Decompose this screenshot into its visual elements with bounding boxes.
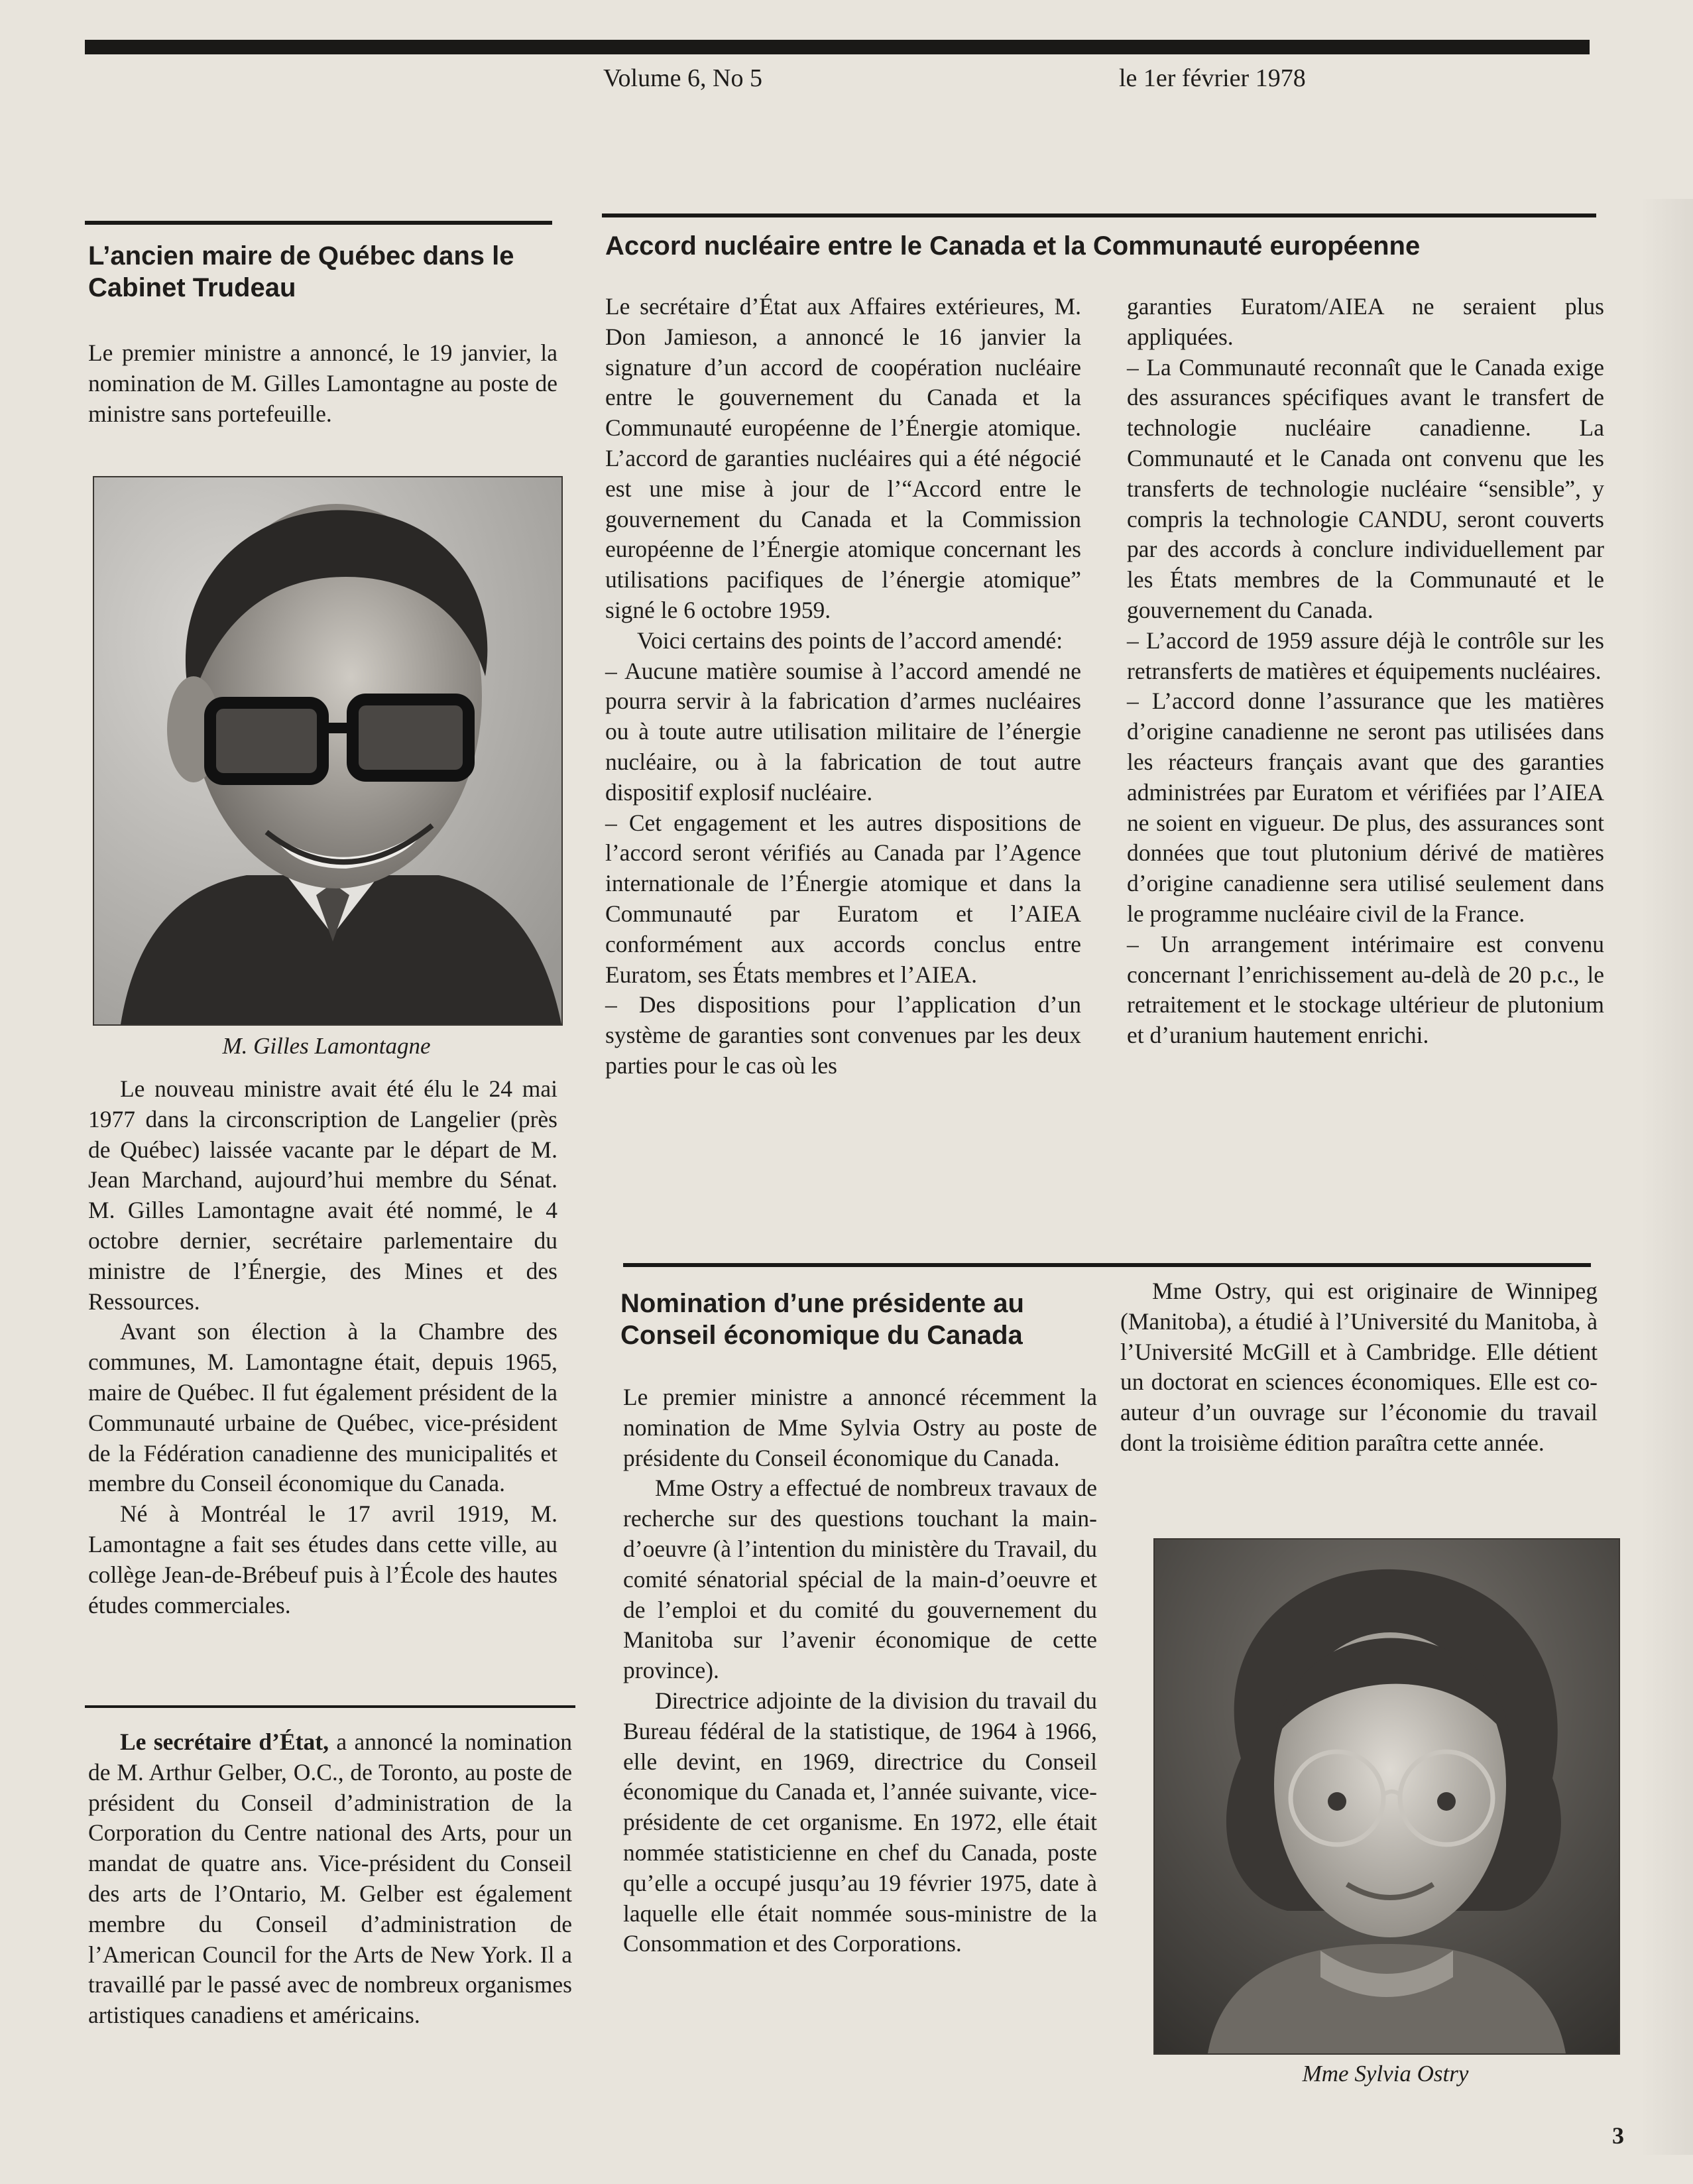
article3-col2-paragraph: Mme Ostry, qui est originaire de Winnipeg (Manitoba), a étudié à l’Université du Manitoba, à l’Université McGill et à Cambridge. Elle détient un doctorat en sciences économiques. Elle est co-auteur d’un ouvrage sur l’économie du travail dont la troisième édition paraîtra cette année. (1120, 1278, 1598, 1456)
article2-col1-paragraph: – Aucune matière soumise à l’accord amendé ne pourra servir à la fabrication d’armes nucléaires ou à toute autre utilisation militaire de l’énergie nucléaire, ou à la fabrication de tout autre dispositif explosif nucléaire. (605, 657, 1081, 806)
page-edge-shadow (1640, 199, 1693, 2155)
article2-col1-paragraph: – Cet engagement et les autres dispositions de l’accord seront vérifiés au Canada par l’Agence internationale de l’Énergie atomique et dans la Communauté par Euratom et l’AIEA conformément aux accords conclus entre Euratom, ses États membres et l’AIEA. (605, 809, 1081, 988)
photo-caption-ostry: Mme Sylvia Ostry (1302, 2061, 1469, 2087)
article2-col2-paragraph: – La Communauté reconnaît que le Canada exige des assurances spécifiques avant le transfert de technologie nucléaire canadienne. La Communauté et le Canada ont convenu que les transferts de technologie nucléaire “sensible”, y compris la technologie CANDU, seront couverts par des accords à conclure individuellement par les États membres de la Communauté et le gouvernement du Canada. (1127, 353, 1604, 623)
photo-sylvia-ostry (1153, 1538, 1620, 2055)
page-number: 3 (1612, 2122, 1624, 2149)
article3-col1 (623, 1382, 1097, 1959)
brief-top-rule (85, 1705, 575, 1708)
article2-col2 (1127, 292, 1604, 1051)
article1-paragraph: Né à Montréal le 17 avril 1919, M. Lamontagne a fait ses études dans cette ville, au collège Jean-de-Brébeuf puis à l’École des hautes études commerciales. (88, 1500, 557, 1618)
issue-date: le 1er février 1978 (1119, 64, 1306, 92)
portrait-man-with-glasses (94, 477, 561, 1024)
article3-col1-paragraph: Mme Ostry a effectué de nombreux travaux de recherche sur des questions touchant la main-d’oeuvre (à l’intention du ministère du Travail, du comité sénatorial spécial de la main-d’oeuvre et de l’emploi et du comité du gouvernement du Manitoba sur l’avenir économique de cette province). (623, 1475, 1097, 1684)
article1-body (88, 1074, 557, 1620)
brief-gelber (88, 1727, 572, 2031)
article2-col1-paragraph: – Des dispositions pour l’application d’un système de garanties sont convenues par les deux parties pour le cas où les (605, 991, 1081, 1079)
brief-text: a annoncé la nomination de M. Arthur Gelber, O.C., de Toronto, au poste de président du Conseil d’administration de la Corporation du Centre national des Arts, pour un mandat de quatre ans. Vice-président du Conseil des arts de l’Ontario, M. Gelber est également membre du Conseil d’administration de l’American Council for the Arts de New York. Il a travaillé par le passé avec de nombreux organismes artistiques canadiens et américains. (88, 1729, 572, 2029)
photo-caption-lamontagne: M. Gilles Lamontagne (222, 1033, 431, 1059)
article1-title: L’ancien maire de Québec dans le Cabinet Trudeau (88, 241, 514, 302)
article2-col1 (605, 292, 1081, 1081)
article1-paragraph: Le nouveau ministre avait été élu le 24 mai 1977 dans la circonscription de Langelier (près de Québec) laissée vacante par le départ de M. Jean Marchand, aujourd’hui membre du Sénat. M. Gilles Lamontagne avait été nommé, le 4 octobre dernier, secrétaire parlementaire du ministre de l’Énergie, des Mines et des Ressources. (88, 1075, 557, 1315)
article1-intro-paragraph: Le premier ministre a annoncé, le 19 janvier, la nomination de M. Gilles Lamontagne au poste de ministre sans portefeuille. (88, 339, 557, 427)
article2-col1-paragraph: Le secrétaire d’État aux Affaires extérieures, M. Don Jamieson, a annoncé le 16 janvier la signature d’un accord de coopération nucléaire entre le gouvernement du Canada et la Communauté européenne de l’Énergie atomique. L’accord de garanties nucléaires qui a été négocié est une mise à jour de l’“Accord entre le gouvernement du Canada et la Commission européenne de l’Énergie atomique concernant les utilisations pacifiques de l’énergie atomique” signé le 6 octobre 1959. (605, 293, 1081, 623)
article1-paragraph: Avant son élection à la Chambre des communes, M. Lamontagne était, depuis 1965, maire de Québec. Il fut également président de la Communauté urbaine de Québec, vice-président de la Fédération canadienne des municipalités et membre du Conseil économique du Canada. (88, 1318, 557, 1497)
article2-col2-paragraph: – Un arrangement intérimaire est convenu concernant l’enrichissement au-delà de 20 p.c., le retraitement et le stockage ultérieur de plutonium et d’uranium hautement enrichi. (1127, 930, 1604, 1049)
article3-col1-paragraph: Le premier ministre a annoncé récemment la nomination de Mme Sylvia Ostry au poste de présidente du Conseil économique du Canada. (623, 1384, 1097, 1471)
photo-gilles-lamontagne (93, 476, 563, 1026)
article2-top-rule (602, 213, 1596, 217)
brief-lead: Le secrétaire d’État, (120, 1729, 329, 1755)
article3-top-rule (623, 1263, 1591, 1267)
portrait-woman-with-glasses (1155, 1540, 1619, 2053)
header-rule (85, 40, 1590, 54)
issue-volume: Volume 6, No 5 (603, 64, 762, 92)
article2-col2-paragraph: – L’accord de 1959 assure déjà le contrôle sur les retransferts de matières et équipements nucléaires. (1127, 627, 1604, 684)
article1-top-rule (85, 221, 552, 225)
article2-col2-paragraph: – L’accord donne l’assurance que les matières d’origine canadienne ne seront pas utilisées dans les réacteurs français avant que des garanties administrées par Euratom et vérifiées par l’AIEA ne soient en vigueur. De plus, des assurances sont données que tout plutonium dérivé de matières d’origine canadienne sera utilisé seulement dans le programme nucléaire civil de la France. (1127, 688, 1604, 927)
article1-intro (88, 338, 557, 429)
article2-col2-paragraph: garanties Euratom/AIEA ne seraient plus appliquées. (1127, 293, 1604, 350)
article3-title: Nomination d’une présidente au Conseil économique du Canada (620, 1289, 1024, 1350)
article2-title: Accord nucléaire entre le Canada et la Communauté européenne (605, 231, 1421, 261)
article3-col1-paragraph: Directrice adjointe de la division du travail du Bureau fédéral de la statistique, de 1964 à 1966, elle devint, en 1969, directrice du Conseil économique du Canada et, l’année suivante, vice-présidente de cet organisme. En 1972, elle était nommée statisticienne en chef du Canada, poste qu’elle a occupé jusqu’au 19 février 1975, date à laquelle elle était nommée sous-ministre de la Consommation et des Corporations. (623, 1687, 1097, 1957)
article2-col1-paragraph: Voici certains des points de l’accord amendé: (637, 627, 1063, 654)
article3-col2 (1120, 1276, 1598, 1459)
